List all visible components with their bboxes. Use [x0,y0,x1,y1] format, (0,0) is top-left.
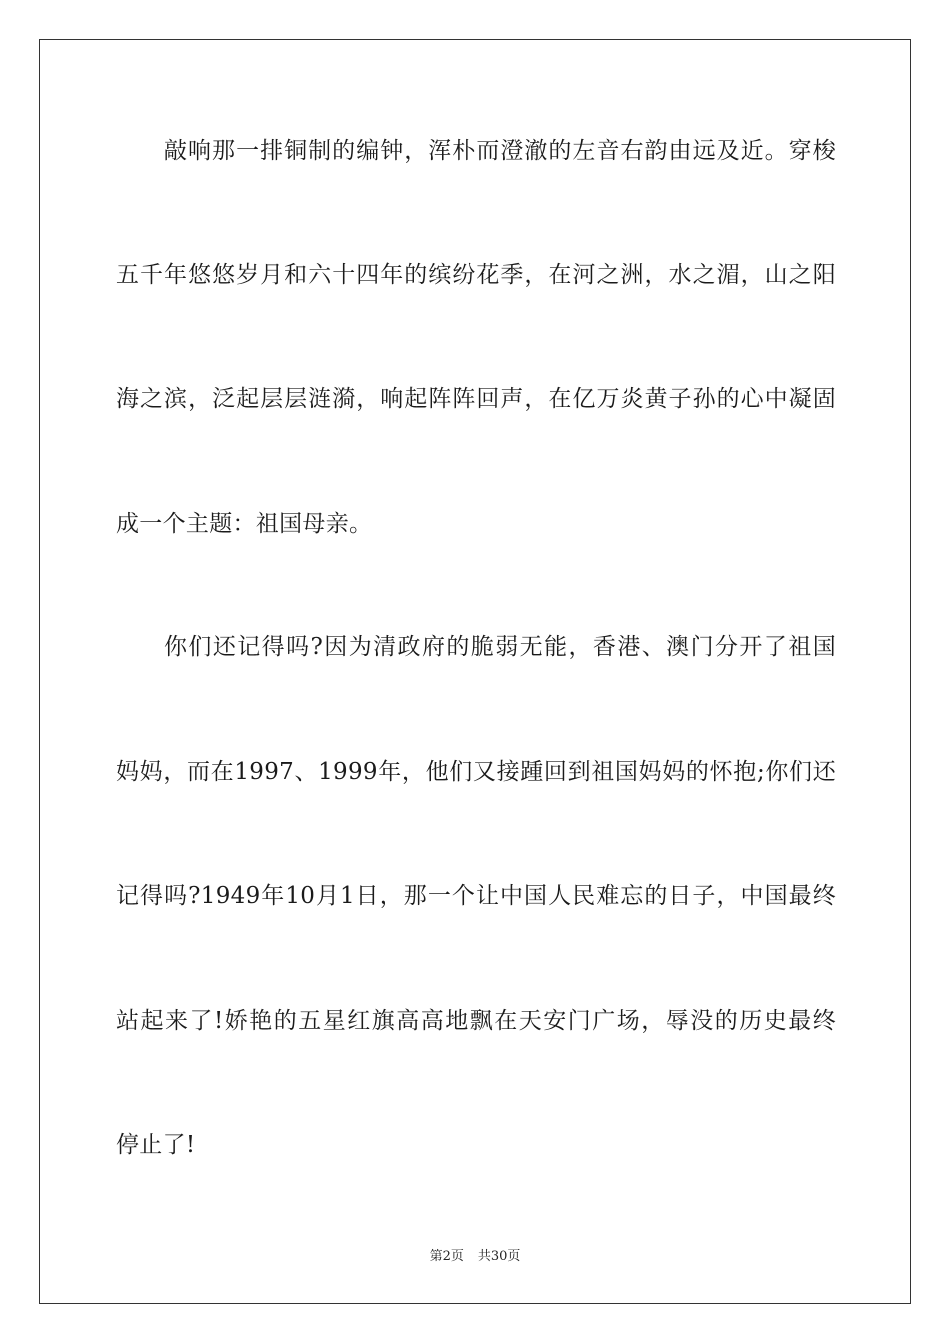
page-total: 共30页 [477,1249,521,1264]
page-number: 第2页 [429,1249,464,1264]
paragraph-1-line-4: 成一个主题：祖国母亲。 [116,511,373,537]
paragraph-1-line-1: 敲响那一排铜制的编钟，浑朴而澄澈的左音右韵由远及近。穿梭 [164,138,836,164]
paragraph-2-line-1: 你们还记得吗?因为清政府的脆弱无能，香港、澳门分开了祖国 [164,634,836,660]
paragraph-1-line-2: 五千年悠悠岁月和六十四年的缤纷花季，在河之洲，水之湄，山之阳 [116,262,836,288]
paragraph-2-line-3: 记得吗?1949年10月1日，那一个让中国人民难忘的日子，中国最终 [116,883,836,909]
page-border [39,39,911,1304]
paragraph-2-line-5: 停止了! [116,1132,196,1158]
page-footer [0,1248,950,1266]
paragraph-1-line-3: 海之滨，泛起层层涟漪，响起阵阵回声，在亿万炎黄子孙的心中凝固 [116,386,836,412]
paragraph-2-line-2: 妈妈，而在1997、1999年，他们又接踵回到祖国妈妈的怀抱;你们还 [116,759,836,785]
paragraph-2-line-4: 站起来了!娇艳的五星红旗高高地飘在天安门广场，辱没的历史最终 [116,1008,836,1034]
